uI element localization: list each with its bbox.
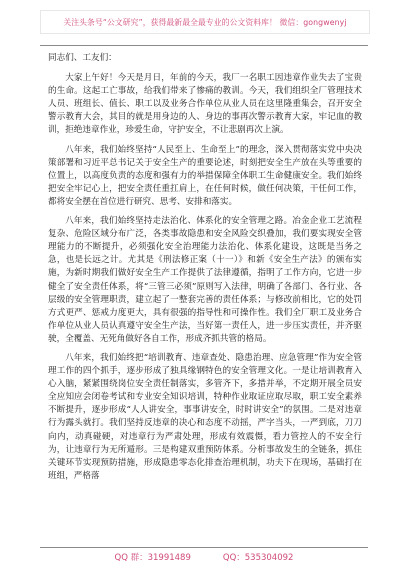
- promo-banner: [40, 10, 370, 34]
- promo-banner-text: 关注头条号“公文研究”，获得最新最全最专业的公文资料库！ 微信：gongwenyj: [63, 17, 347, 27]
- qq-number: QQ：535304092: [222, 553, 294, 563]
- header-rule: [40, 45, 368, 46]
- paragraph-4: 八年来，我们始终把“培训教育、违章查处、隐患治理、应急管理”作为安全管理工作的四个抓手，逐步形成了独具缘钢特色的安全管理文化。一是让培训教育入心入脑，紧紧围绕岗位安全责任制落实，多管齐下，多措并举，不定期开展全员安全应知应会闭卷考试和专业安全知识培训，特种作业取证应取尽取，职工安全素养不断提升，逐步形成“人人讲安全，事事讲安全，时时讲安全”的氛围。二是对违章行为露头就打。我们坚持反违章的决心和态度不动摇，严字当头，一严到底，刀刀向内，动真碰硬，对违章行为严肃处理，形成有效震慑，看力管控人的不安全行为，让违章行为无所遁形。三是构建双重预防体系。分析事故发生的全链条，抓住关键环节实现预防措施，形成隐患零态化排查治理机制，功夫下在现场，基础打在班组，严格落: [48, 352, 362, 481]
- paragraph-3: 八年来，我们始终坚持走法治化、体系化的安全管理之路。冶金企业工艺流程复杂、危险区域分布广泛，各类事故隐患和安全风险交织叠加，我们要实现安全管理能力的不断提升，必须强化安全治理能力法治化、体系化建设，这既是当务之急，也是长远之计。尤其是《刑法修正案（十一）》和新《安全生产法》的颁布实施，为新时期我们做好安全生产工作提供了法律遵循，指明了工作方向，它进一步健全了安全责任体系，将“三管三必须”原则写入法律，明确了各部门、各行业、各层级的安全管理职责，建立起了一整套完善的责任体系；与修改前相比，它的处罚方式更严、惩戒力度更大，具有很强的指导性和可操作性。我们全厂职工及业务合作单位从业人员认真遵守安全生产法，当好第一责任人，进一步压实责任，并齐驱驶，全覆盖、无死角做好各自工作，形成齐抓共管的格局。: [48, 216, 362, 344]
- qq-group-number: QQ 群：31991489: [114, 553, 191, 563]
- paragraph-2: 八年来，我们始终坚持“人民至上、生命至上”的理念，深入贯彻落实党中央决策部署和习近平总书记关于安全生产的重要论述，时刻把安全生产放在头等重要的位置上，以高度负责的态度和强有力的举措保障全体职工生命健康安全。我们始终把安全牢记心上，把安全责任重扛肩上，在任何时候，做任何决策，干任何工作，都将安全摆在首位进行研究、思考、安排和落实。: [48, 144, 362, 207]
- contact-footer: [0, 551, 408, 569]
- greeting: 同志们、工友们：: [48, 53, 117, 63]
- document-body: [48, 52, 362, 542]
- paragraph-1: 大家上午好！今天是月日，年前的今天，我厂一名职工因违章作业失去了宝贵的生命。这起工亡事故，给我们带来了惨痛的教训。今天，我们组织全厂管理技术人员、班组长、值长、职工以及业务合作单位从业人员在这里隆重集会，召开安全警示教育大会，其目的就是用身边的人、身边的事再次警示教育大家，牢记血的教训，拒绝违章作业，珍爱生命，守护安全，不让悲剧再次上演。: [48, 73, 362, 136]
- footer-rule: [40, 547, 368, 548]
